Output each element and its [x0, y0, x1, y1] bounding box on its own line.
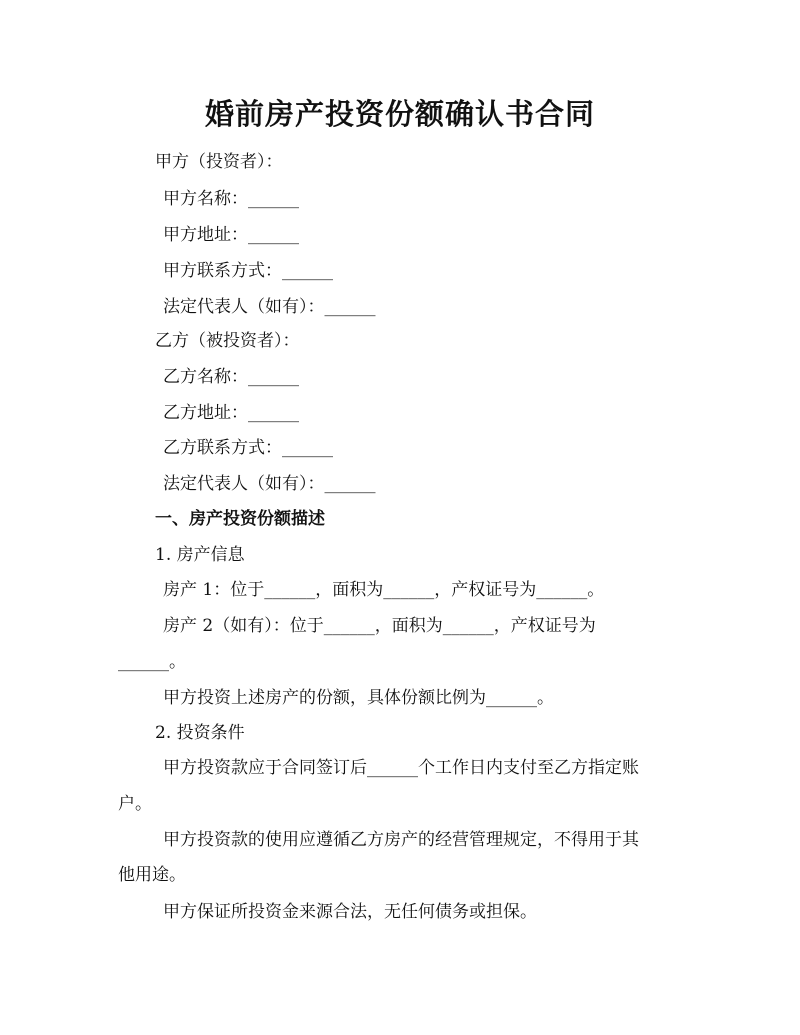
property2-line2: ______。 — [118, 652, 186, 672]
condition1-line1: 甲方投资款应于合同签订后______个工作日内支付至乙方指定账 — [163, 758, 639, 778]
condition2-line2: 他用途。 — [118, 865, 186, 885]
property2-line1: 房产 2（如有）：位于______，面积为______，产权证号为 — [163, 616, 596, 636]
party-b-name: 乙方名称：______ — [163, 367, 299, 387]
section1-sub1-heading: 1. 房产信息 — [155, 545, 245, 565]
party-a-name: 甲方名称：______ — [163, 189, 299, 209]
share-line: 甲方投资上述房产的份额，具体份额比例为______。 — [163, 688, 554, 708]
party-a-address: 甲方地址：______ — [163, 225, 299, 245]
party-a-representative: 法定代表人（如有）：______ — [163, 297, 376, 317]
condition1-line2: 户。 — [118, 794, 152, 814]
section1-heading: 一、房产投资份额描述 — [155, 509, 325, 529]
party-b-heading: 乙方（被投资者）： — [155, 331, 300, 351]
document-title: 婚前房产投资份额确认书合同 — [204, 97, 595, 131]
section1-sub2-heading: 2. 投资条件 — [155, 723, 245, 743]
party-a-contact: 甲方联系方式：______ — [163, 261, 333, 281]
party-b-address: 乙方地址：______ — [163, 403, 299, 423]
property1-line: 房产 1：位于______，面积为______，产权证号为______。 — [163, 580, 605, 600]
party-b-representative: 法定代表人（如有）：______ — [163, 474, 376, 494]
party-a-heading: 甲方（投资者）： — [155, 152, 283, 172]
party-b-contact: 乙方联系方式：______ — [163, 438, 333, 458]
condition2-line1: 甲方投资款的使用应遵循乙方房产的经营管理规定，不得用于其 — [163, 830, 639, 850]
condition3-line: 甲方保证所投资金来源合法，无任何债务或担保。 — [163, 902, 537, 922]
